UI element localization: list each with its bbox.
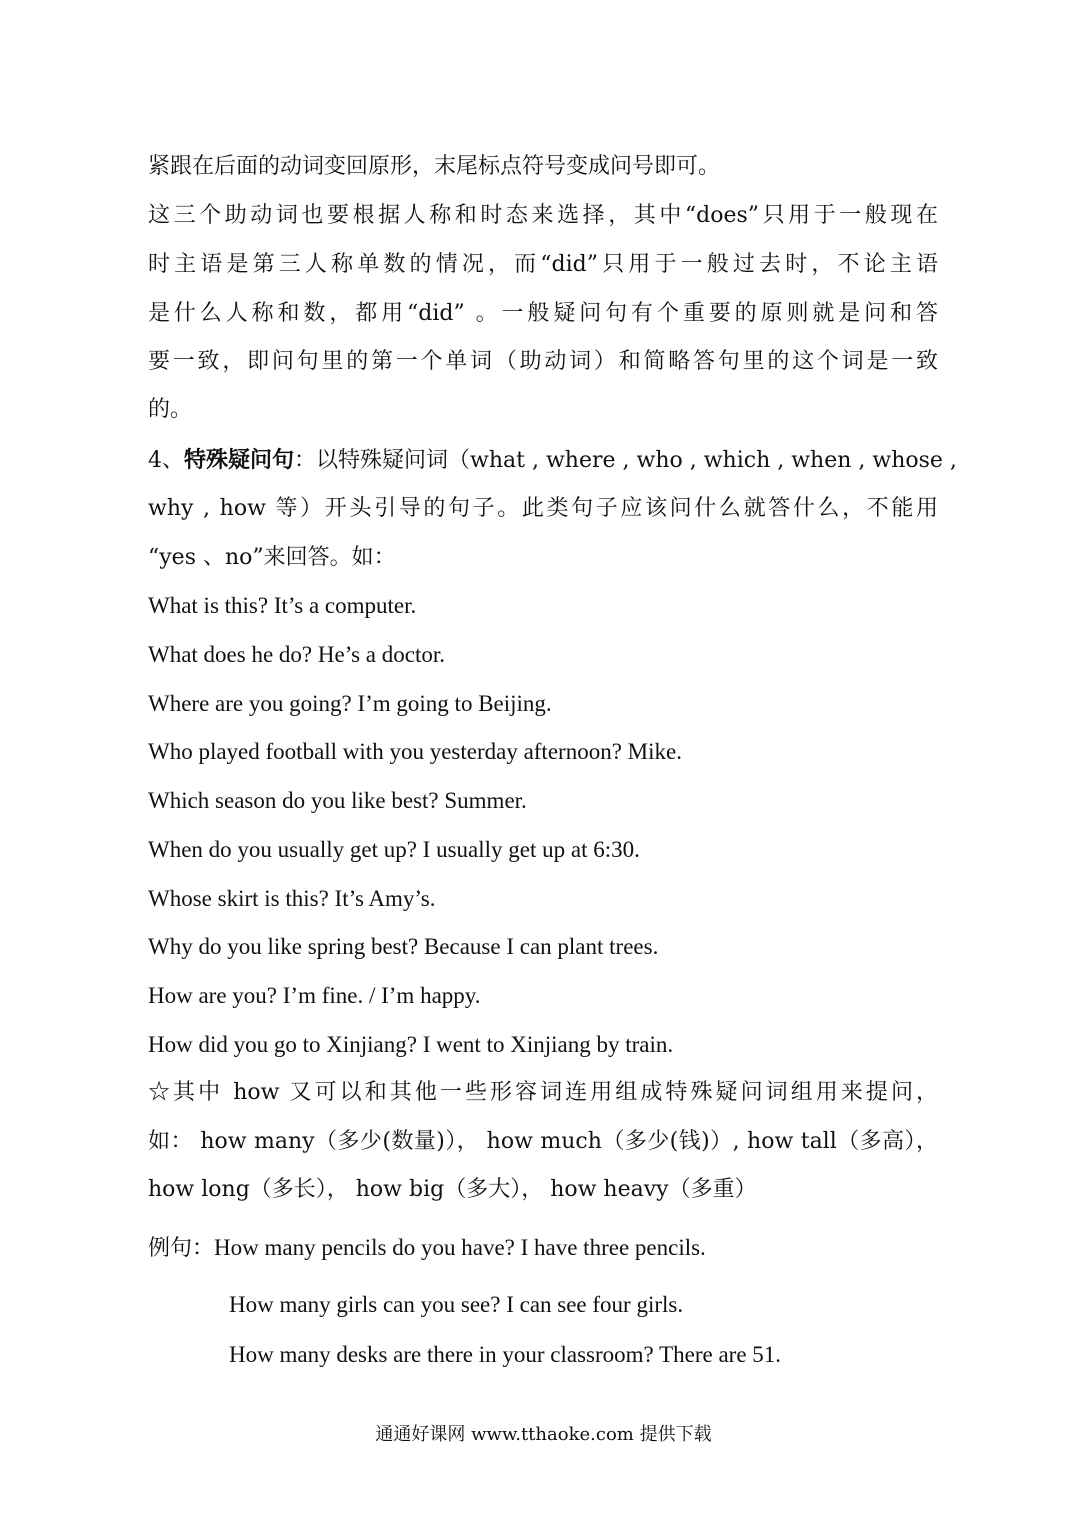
- section-heading: 特殊疑问句: [184, 447, 295, 473]
- example-sentence: Whose skirt is this? It’s Amy’s.: [148, 886, 436, 911]
- example-sentence: How did you go to Xinjiang? I went to Xinjiang by train.: [148, 1032, 674, 1057]
- how-note-line: how long（多长）， how big（多大）， how heavy（多重）: [148, 1177, 757, 1202]
- paragraph-line: 的。: [148, 397, 193, 422]
- paragraph-line: 紧跟在后面的动词变回原形，末尾标点符号变成问号即可。: [148, 154, 721, 179]
- section-intro: ：以特殊疑问词（what , where , who , which , when , whose ,: [294, 448, 957, 473]
- paragraph-line: 是什么人称和数，都用“did” 。一般疑问句有个重要的原则就是问和答: [148, 301, 938, 326]
- example-sentence: What does he do? He’s a doctor.: [148, 642, 445, 667]
- sample-sentence: How many desks are there in your classroom? There are 51.: [229, 1342, 782, 1367]
- page-footer: 通通好课网 www.tthaoke.com 提供下载: [375, 1424, 712, 1445]
- sample-sentence: How many girls can you see? I can see four girls.: [229, 1292, 684, 1317]
- example-sentence: Where are you going? I’m going to Beijing.: [148, 691, 552, 716]
- section-heading-line: [148, 445, 957, 476]
- how-note-line: ☆其中 how 又可以和其他一些形容词连用组成特殊疑问词组用来提问，: [148, 1080, 938, 1105]
- example-sentence: Who played football with you yesterday afternoon? Mike.: [148, 739, 682, 764]
- paragraph-line: 要一致，即问句里的第一个单词（助动词）和简略答句里的这个词是一致: [148, 349, 938, 374]
- sample-label: 例句：: [148, 1235, 215, 1260]
- paragraph-line: 时主语是第三人称单数的情况，而“did”只用于一般过去时，不论主语: [148, 252, 938, 277]
- sample-line: [148, 1233, 948, 1263]
- sample-sentence: How many pencils do you have? I have three pencils.: [214, 1235, 706, 1260]
- section-number: 4、: [148, 448, 184, 473]
- example-sentence: Which season do you like best? Summer.: [148, 788, 527, 813]
- how-note-line: 如： how many（多少(数量)）， how much（多少(钱)）, how tall（多高），: [148, 1129, 938, 1154]
- example-sentence: What is this? It’s a computer.: [148, 593, 417, 618]
- paragraph-line: why , how 等）开头引导的句子。此类句子应该问什么就答什么，不能用: [148, 496, 938, 521]
- example-sentence: Why do you like spring best? Because I can plant trees.: [148, 934, 659, 959]
- paragraph-line: 这三个助动词也要根据人称和时态来选择，其中“does”只用于一般现在: [148, 203, 938, 228]
- example-sentence: How are you? I’m fine. / I’m happy.: [148, 983, 481, 1008]
- example-sentence: When do you usually get up? I usually get up at 6:30.: [148, 837, 640, 862]
- paragraph-line: “yes 、no”来回答。如：: [148, 545, 396, 570]
